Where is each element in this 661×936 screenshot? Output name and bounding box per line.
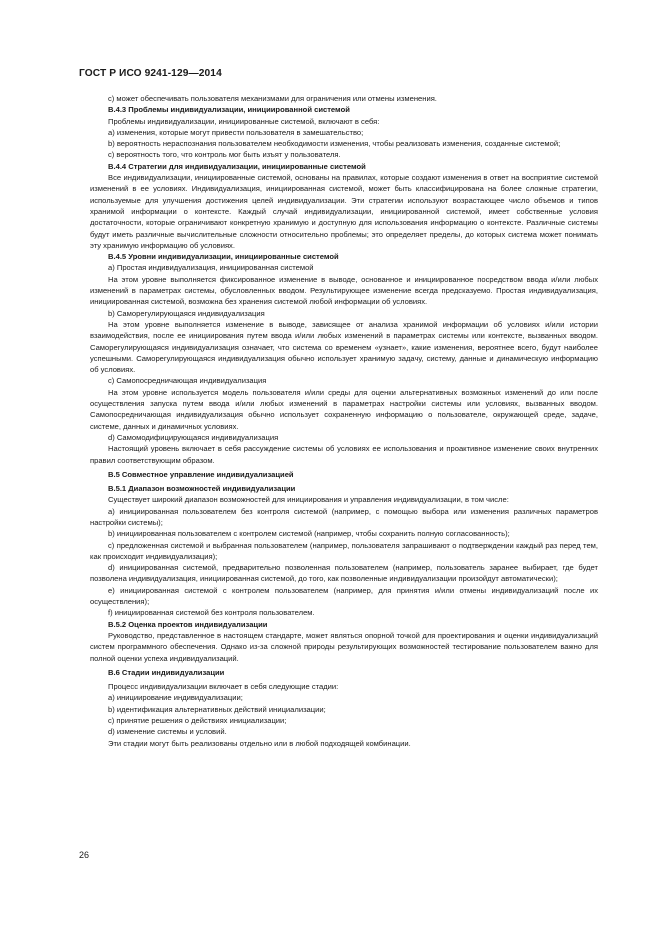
paragraph: Настоящий уровень включает в себя рассуждение системы об условиях ее использования и проактивное изменение своих внутренних правил соответствующим образом. — [90, 444, 598, 465]
page-content — [90, 93, 598, 749]
list-item: d) инициированная системой, предварительно позволенная пользователем (например, пользователь заранее выбирает, где будет позволена индивидуализация, инициированная системой, до того, как позволенные индивидуализации произойдут автоматически); — [90, 563, 598, 584]
section-heading: B.4.5 Уровни индивидуализации, инициированные системой — [108, 252, 339, 262]
section-heading: B.4.4 Стратегии для индивидуализации, инициированные системой — [108, 161, 366, 171]
section-heading: B.6 Стадии индивидуализации — [108, 667, 225, 677]
section-heading: B.5.2 Оценка проектов индивидуализации — [108, 619, 268, 629]
paragraph: На этом уровне выполняется фиксированное изменение в выводе, основанное и инициированное посредством ввода и/или любых изменений в параметрах системы, обусловленных вводом. Результирующее изменение всегда предсказуемо. Простая индивидуализация, инициированная системой, возможна без хранения системой любой информации об условиях. — [90, 274, 598, 307]
paragraph: Процесс индивидуализации включает в себя следующие стадии: — [108, 682, 339, 692]
list-item: a) изменения, которые могут привести пользователя в замешательство; — [108, 127, 364, 137]
list-item: c) вероятность того, что контроль мог быть изъят у пользователя. — [108, 150, 341, 160]
list-item: e) инициированная системой с контролем пользователем (например, для принятия и/или отмены индивидуализаций после их осуществления); — [90, 585, 598, 607]
section-heading: B.4.3 Проблемы индивидуализации, инициированной системой — [108, 105, 350, 115]
list-item: b) Саморегулирующаяся индивидуализация — [108, 308, 265, 318]
list-item: c) принятие решения о действиях инициализации; — [108, 716, 287, 726]
list-item: a) Простая индивидуализация, инициированная системой — [108, 263, 314, 273]
paragraph: На этом уровне используется модель пользователя и/или среды для оценки альтернативных возможных изменений до или после осуществления запуска путем ввода и/или любых изменений в параметрах настройки системы или условиях, вызванных вводом. Самопосредничающая индивидуализация обычно использует сохраненную информацию о пользователе, окружающей среде, задаче, системе, данных и динамичных условиях. — [90, 387, 598, 431]
section-heading: B.5 Совместное управление индивидуализацией — [108, 469, 294, 479]
list-item: c) Самопосредничающая индивидуализация — [108, 376, 267, 386]
document-header: ГОСТ Р ИСО 9241-129—2014 — [79, 68, 222, 79]
list-item: d) изменение системы и условий. — [108, 727, 227, 737]
page-number: 26 — [79, 850, 90, 860]
paragraph: На этом уровне выполняется изменение в выводе, зависящее от анализа хранимой информации об условиях и/или истории взаимодействия, после ее инициирования путем ввода и/или любых изменений в параметрах системы или контексте, вызванных вводом. Саморегулирующаяся индивидуализация означает, что система со временем «узнает», какие изменения, вероятнее всего, будут наиболее успешными. Саморегулирующаяся индивидуализация обычно использует хранимую задачу, систему, данные и динамическую информацию об условиях. — [90, 319, 598, 375]
list-item: d) Самомодифицирующаяся индивидуализация — [108, 432, 279, 442]
list-item: f) инициированная системой без контроля пользователем. — [108, 608, 315, 618]
list-item: c) может обеспечивать пользователя механизмами для ограничения или отмены изменения. — [108, 94, 437, 103]
section-heading: B.5.1 Диапазон возможностей индивидуализации — [108, 484, 296, 494]
list-item: c) предложенная системой и выбранная пользователем (например, пользователя запрашивают о подтверждении каждый раз перед тем, как происходит индивидуализация); — [90, 540, 598, 561]
paragraph: Эти стадии могут быть реализованы отдельно или в любой подходящей комбинации. — [108, 738, 411, 748]
paragraph: Руководство, представленное в настоящем стандарте, может являться опорной точкой для проектирования и оценки индивидуализаций систем программного обеспечения. Однако из-за сложной природы результирующих возможностей тестирование пользователем важно для полной оценки успеха индивидуализаций. — [90, 630, 598, 663]
paragraph: Все индивидуализации, инициированные системой, основаны на правилах, которые создают изменения в ответ на восприятие системой изменений в ее условиях. Индивидуализация, инициированная системой, может быть классифицирована на более сложные стратегии, используемые для улучшения достижения целей индивидуализации. Эти стратегии используют возрастающее число объемов и типов хранимой информации о контексте. Каждый случай индивидуализации, инициированной системой, имеет собственные условия достаточности, которые ограничивают конкретную хранимую и доступную для использования информацию о контексте. Различные системы будут иметь различные вычислительные сложности относительно проблемы; это определяет пределы, до которых система может понимать эту хранимую информацию об условиях. — [90, 173, 598, 250]
paragraph: Проблемы индивидуализации, инициированные системой, включают в себя: — [108, 116, 380, 126]
list-item: b) инициированная пользователем с контролем системой (например, чтобы сохранить полную согласованность); — [108, 529, 510, 539]
list-item: b) идентификация альтернативных действий инициализации; — [108, 704, 326, 714]
list-item: b) вероятность нераспознания пользователем необходимости изменения, чтобы реализовать изменения, созданные системой; — [108, 139, 561, 149]
paragraph: Существует широкий диапазон возможностей для инициирования и управления индивидуализации, в том числе: — [108, 495, 509, 505]
list-item: a) инициированная пользователем без контроля системой (например, с помощью выбора или изменения различных параметров настройки системы); — [90, 506, 598, 527]
list-item: a) инициирование индивидуализации; — [108, 693, 243, 703]
